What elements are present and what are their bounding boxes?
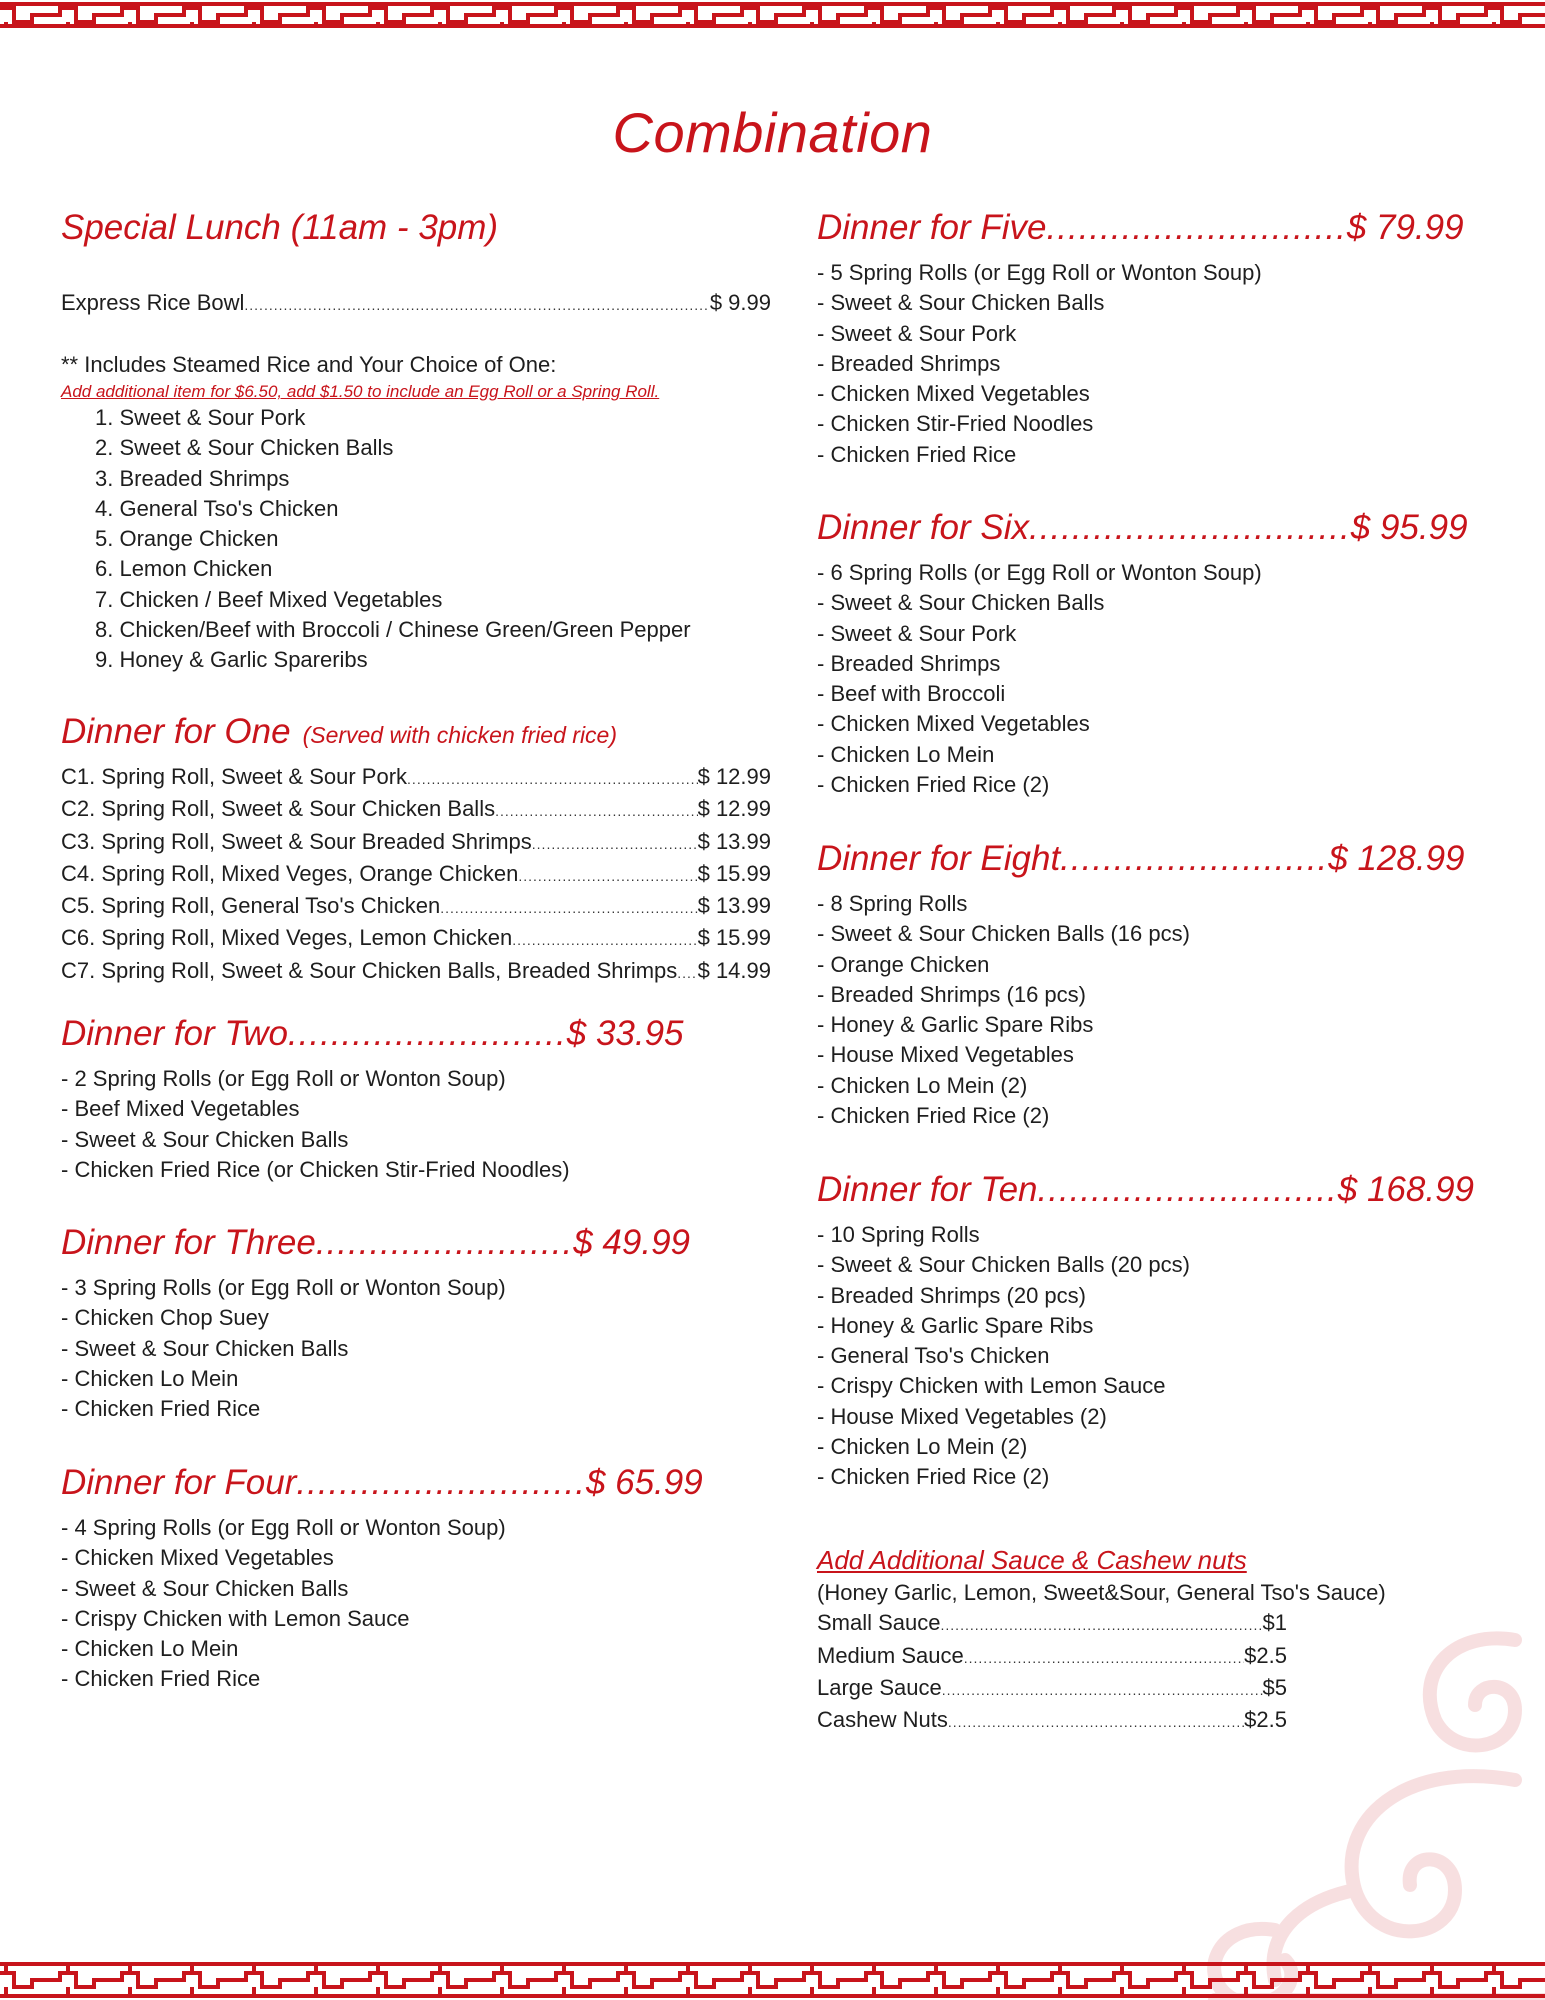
item-label: Small Sauce <box>817 1610 941 1636</box>
list-item: 3. Breaded Shrimps <box>95 465 290 491</box>
list-item: - Breaded Shrimps <box>817 350 1001 376</box>
list-item: - General Tso's Chicken <box>817 1343 1050 1369</box>
list-item: 8. Chicken/Beef with Broccoli / Chinese Green/Green Pepper <box>95 617 691 643</box>
sauce-subtitle: (Honey Garlic, Lemon, Sweet&Sour, General Tso's Sauce) <box>817 1580 1386 1605</box>
list-item: 7. Chicken / Beef Mixed Vegetables <box>95 586 443 612</box>
dinner-for-ten-price: $ 168.99 <box>1337 1170 1475 1209</box>
dinner-for-three-price: $ 49.99 <box>573 1223 690 1262</box>
list-item: - Crispy Chicken with Lemon Sauce <box>817 1373 1166 1399</box>
list-item: - Sweet & Sour Chicken Balls <box>61 1335 349 1361</box>
dinner-for-eight-heading: Dinner for Eight <box>817 839 1061 878</box>
list-item: - 6 Spring Rolls (or Egg Roll or Wonton Soup) <box>817 560 1262 585</box>
leader-dots <box>407 764 698 794</box>
list-item: - Chicken Mixed Vegetables <box>817 381 1090 407</box>
list-item: - Chicken Fried Rice (2) <box>817 1103 1050 1129</box>
list-item: - Beef Mixed Vegetables <box>61 1096 300 1122</box>
list-item: - 4 Spring Rolls (or Egg Roll or Wonton Soup) <box>61 1515 506 1540</box>
list-item: - Chicken Fried Rice (or Chicken Stir-Fried Noodles) <box>61 1156 570 1182</box>
leader-dots <box>440 893 697 923</box>
dinner-for-two-price: $ 33.95 <box>566 1014 684 1053</box>
item-price: $ 14.99 <box>697 957 771 983</box>
list-item: - 10 Spring Rolls <box>817 1222 980 1247</box>
list-item: - Chicken Fried Rice <box>61 1666 261 1692</box>
leader-dots <box>512 925 697 955</box>
leader-dots <box>941 1610 1263 1640</box>
express-rice-bowl-price: $ 9.99 <box>709 290 771 315</box>
list-item: - Sweet & Sour Pork <box>817 320 1017 346</box>
leader-dots <box>942 1675 1263 1705</box>
express-rice-bowl-row <box>61 288 771 320</box>
dinner-for-two-section <box>61 1012 771 1185</box>
list-item: - 3 Spring Rolls (or Egg Roll or Wonton Soup) <box>61 1275 506 1300</box>
list-item: - Breaded Shrimps (20 pcs) <box>817 1282 1086 1308</box>
lunch-additional-note: Add additional item for $6.50, add $1.50 to include an Egg Roll or a Spring Roll. <box>61 382 660 402</box>
price-row <box>61 923 771 955</box>
list-item: - Sweet & Sour Pork <box>817 620 1017 646</box>
list-item: - 8 Spring Rolls <box>817 891 968 916</box>
dinner-for-ten-section <box>817 1168 1475 1493</box>
list-item: - Sweet & Sour Chicken Balls (16 pcs) <box>817 921 1190 947</box>
dinner-for-ten-heading: Dinner for Ten <box>817 1170 1038 1209</box>
list-item: 5. Orange Chicken <box>95 526 279 552</box>
dinner-for-five-heading: Dinner for Five <box>817 208 1047 247</box>
leader-dots: ......................... <box>1060 839 1329 878</box>
list-item: - Sweet & Sour Chicken Balls <box>61 1575 349 1601</box>
dinner-for-six-heading: Dinner for Six <box>817 508 1030 547</box>
list-item: - Honey & Garlic Spare Ribs <box>817 1312 1094 1338</box>
dinner-for-one-heading: Dinner for One <box>61 712 291 751</box>
item-label: C4. Spring Roll, Mixed Veges, Orange Chicken <box>61 860 519 886</box>
special-lunch-section <box>61 206 771 250</box>
list-item: 6. Lemon Chicken <box>95 556 273 582</box>
item-price: $ 15.99 <box>697 925 771 951</box>
list-item: - Chicken Fried Rice <box>817 441 1017 467</box>
leader-dots <box>518 861 697 891</box>
dinner-for-two-heading: Dinner for Two <box>61 1014 288 1053</box>
dinner-for-eight-price: $ 128.99 <box>1328 839 1465 878</box>
item-price: $2.5 <box>1244 1642 1287 1668</box>
list-item: - Crispy Chicken with Lemon Sauce <box>61 1605 410 1631</box>
leader-dots <box>495 796 698 826</box>
item-price: $ 13.99 <box>697 893 771 919</box>
dinner-for-six-section <box>817 506 1468 800</box>
sauce-heading: Add Additional Sauce & Cashew nuts <box>817 1545 1247 1575</box>
price-row <box>61 956 771 988</box>
item-price: $5 <box>1262 1674 1287 1700</box>
leader-dots <box>948 1707 1244 1737</box>
special-lunch-heading: Special Lunch (11am - 3pm) <box>61 208 499 247</box>
item-price: $ 12.99 <box>697 764 771 789</box>
leader-dots: .............................. <box>1029 508 1351 547</box>
item-label: C1. Spring Roll, Sweet & Sour Pork <box>61 764 408 789</box>
dinner-for-six-price: $ 95.99 <box>1350 508 1468 547</box>
list-item: - Orange Chicken <box>817 951 990 977</box>
list-item: - 5 Spring Rolls (or Egg Roll or Wonton Soup) <box>817 260 1262 285</box>
price-row <box>817 1705 1287 1737</box>
item-label: C3. Spring Roll, Sweet & Sour Breaded Shrimps <box>61 828 532 854</box>
leader-dots <box>964 1643 1244 1673</box>
lunch-choice-list <box>61 403 771 676</box>
price-row <box>817 1608 1287 1640</box>
dinner-for-three-section <box>61 1221 771 1424</box>
dinner-for-four-price: $ 65.99 <box>585 1463 703 1502</box>
list-item: - Honey & Garlic Spare Ribs <box>817 1012 1094 1038</box>
list-item: 4. General Tso's Chicken <box>95 495 339 521</box>
sauce-section <box>817 1542 1386 1737</box>
item-label: Medium Sauce <box>817 1642 964 1668</box>
price-row <box>61 827 771 859</box>
leader-dots: ........................ <box>315 1223 574 1262</box>
leader-dots: .......................... <box>287 1014 567 1053</box>
list-item: - House Mixed Vegetables <box>817 1042 1074 1068</box>
list-item: - Sweet & Sour Chicken Balls <box>817 290 1105 316</box>
dinner-for-five-price: $ 79.99 <box>1346 208 1464 247</box>
item-price: $1 <box>1262 1610 1287 1636</box>
list-item: - House Mixed Vegetables (2) <box>817 1403 1107 1429</box>
dinner-for-one-note: (Served with chicken fried rice) <box>302 722 618 748</box>
list-item: - Chicken Lo Mein (2) <box>817 1434 1028 1460</box>
page-title: Combination <box>612 101 933 164</box>
list-item: 2. Sweet & Sour Chicken Balls <box>95 435 394 461</box>
list-item: - 2 Spring Rolls (or Egg Roll or Wonton Soup) <box>61 1066 506 1091</box>
price-row <box>61 762 771 794</box>
price-row <box>817 1673 1287 1705</box>
item-price: $2.5 <box>1244 1707 1287 1733</box>
dinner-for-four-section <box>61 1461 771 1695</box>
list-item: - Chicken Stir-Fried Noodles <box>817 411 1094 437</box>
lunch-includes <box>61 350 771 404</box>
list-item: - Chicken Mixed Vegetables <box>61 1545 334 1571</box>
list-item: - Breaded Shrimps <box>817 650 1001 676</box>
item-label: Large Sauce <box>817 1674 942 1700</box>
list-item: 1. Sweet & Sour Pork <box>95 405 306 430</box>
dinner-for-three-heading: Dinner for Three <box>61 1223 316 1262</box>
price-row <box>817 1641 1287 1673</box>
leader-dots <box>244 290 709 320</box>
item-label: C5. Spring Roll, General Tso's Chicken <box>61 893 441 919</box>
list-item: - Chicken Fried Rice (2) <box>817 772 1050 798</box>
price-row <box>61 859 771 891</box>
list-item: - Breaded Shrimps (16 pcs) <box>817 981 1086 1007</box>
list-item: - Chicken Lo Mein <box>61 1636 239 1662</box>
item-price: $ 12.99 <box>697 796 771 822</box>
list-item: - Sweet & Sour Chicken Balls <box>61 1126 349 1152</box>
list-item: - Sweet & Sour Chicken Balls <box>817 590 1105 616</box>
dinner-for-eight-section <box>817 837 1465 1131</box>
dinner-for-five-section <box>817 206 1464 470</box>
leader-dots <box>677 958 697 988</box>
list-item: - Chicken Fried Rice <box>61 1396 261 1422</box>
leader-dots: ............................ <box>1046 208 1347 247</box>
list-item: - Chicken Lo Mein <box>61 1365 239 1391</box>
list-item: - Chicken Mixed Vegetables <box>817 711 1090 737</box>
express-rice-bowl-label: Express Rice Bowl <box>61 290 245 315</box>
dinner-for-one-list <box>61 762 771 988</box>
item-label: Cashew Nuts <box>817 1707 948 1733</box>
price-row <box>61 794 771 826</box>
item-price: $ 15.99 <box>697 860 771 886</box>
item-label: C6. Spring Roll, Mixed Veges, Lemon Chicken <box>61 925 513 951</box>
list-item: - Sweet & Sour Chicken Balls (20 pcs) <box>817 1252 1190 1278</box>
list-item: - Chicken Fried Rice (2) <box>817 1464 1050 1490</box>
lunch-includes-text: ** Includes Steamed Rice and Your Choice of One: <box>61 352 557 377</box>
dinner-for-four-heading: Dinner for Four <box>61 1463 297 1502</box>
list-item: - Chicken Lo Mein (2) <box>817 1072 1028 1098</box>
list-item: 9. Honey & Garlic Spareribs <box>95 647 368 673</box>
list-item: - Chicken Chop Suey <box>61 1305 269 1331</box>
top-fret-border <box>0 0 1545 30</box>
leader-dots: ........................... <box>296 1463 586 1502</box>
item-label: C7. Spring Roll, Sweet & Sour Chicken Balls, Breaded Shrimps <box>61 957 678 983</box>
item-label: C2. Spring Roll, Sweet & Sour Chicken Balls <box>61 796 496 822</box>
dinner-for-one-section <box>61 710 771 757</box>
price-row <box>61 891 771 923</box>
list-item: - Beef with Broccoli <box>817 681 1006 707</box>
list-item: - Chicken Lo Mein <box>817 741 995 767</box>
item-price: $ 13.99 <box>697 828 771 854</box>
leader-dots: ............................ <box>1037 1170 1338 1209</box>
leader-dots <box>532 829 698 859</box>
